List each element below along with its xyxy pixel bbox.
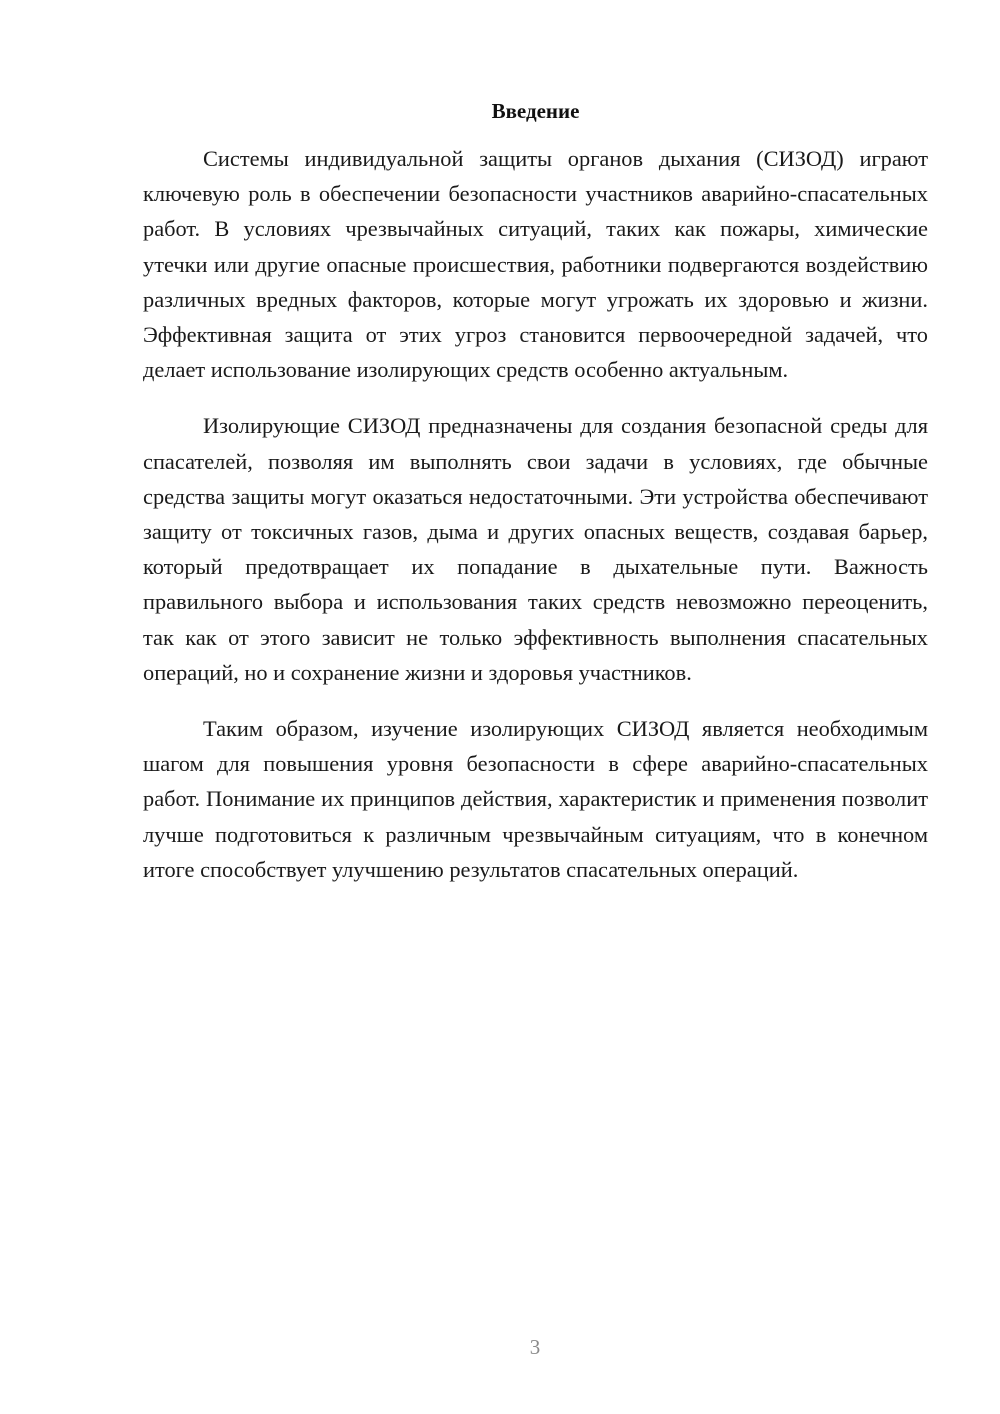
paragraph-3: Таким образом, изучение изолирующих СИЗОД является необходимым шагом для повышения уровня безопасности в сфере аварийно-спасательных работ. Понимание их принципов действия, характеристик и применения позволит лучше подготовиться к различным чрезвычайным ситуациям, что в конечном итоге способствует улучшению результатов спасательных операций. xyxy=(143,716,928,882)
section-heading: Введение xyxy=(491,99,580,123)
paragraph-2: Изолирующие СИЗОД предназначены для создания безопасной среды для спасателей, позволяя им выполнять свои задачи в условиях, где обычные средства защиты могут оказаться недостаточными. Эти устройства обеспечивают защиту от токсичных газов, дыма и других опасных веществ, создавая барьер, который предотвращает их попадание в дыхательные пути. Важность правильного выбора и использования таких средств невозможно переоценить, так как от этого зависит не только эффективность выполнения спасательных операций, но и сохранение жизни и здоровья участников. xyxy=(143,413,928,685)
page-number: 3 xyxy=(529,1335,541,1359)
paragraph-1: Системы индивидуальной защиты органов дыхания (СИЗОД) играют ключевую роль в обеспечении безопасности участников аварийно-спасательных работ. В условиях чрезвычайных ситуаций, таких как пожары, химические утечки или другие опасные происшествия, работники подвергаются воздействию различных вредных факторов, которые могут угрожать их здоровью и жизни. Эффективная защита от этих угроз становится первоочередной задачей, что делает использование изолирующих средств особенно актуальным. xyxy=(143,146,928,383)
page-content xyxy=(143,95,928,908)
